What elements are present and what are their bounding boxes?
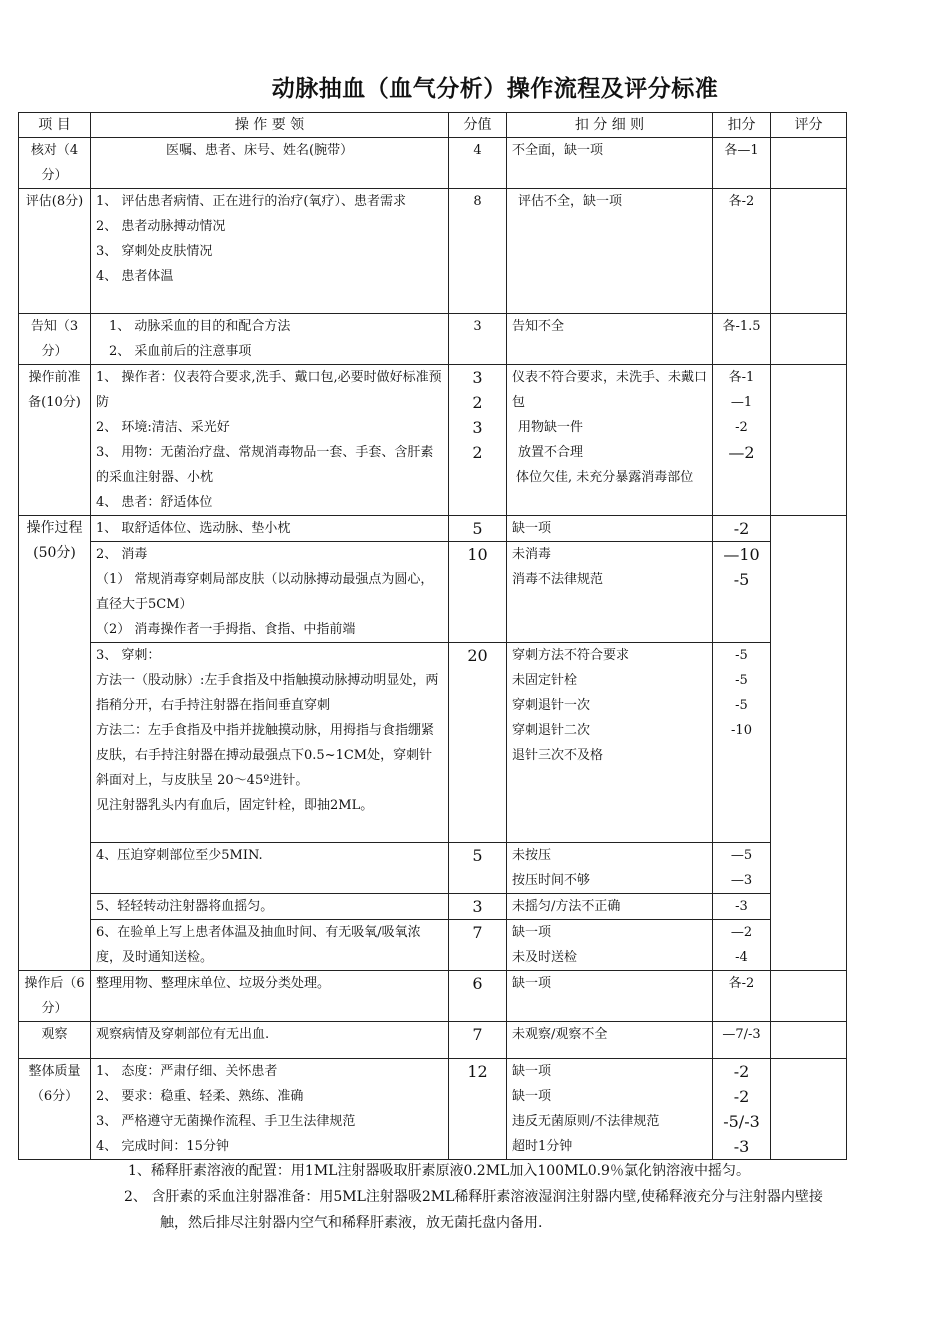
row-grade <box>771 971 847 1022</box>
table-header-row <box>19 113 847 138</box>
row-requirements: 1、 取舒适体位、选动脉、垫小枕 <box>91 516 449 542</box>
row-grade <box>771 516 847 971</box>
row-requirements: 医嘱、患者、床号、姓名(腕带） <box>91 138 449 189</box>
row-item: 核对（4分） <box>19 138 91 189</box>
row-deduct: —2 -4 <box>713 920 771 971</box>
table-row <box>19 516 847 542</box>
scoring-table <box>18 112 847 1160</box>
row-grade <box>771 365 847 516</box>
table-row <box>19 138 847 189</box>
row-item: 操作后（6分） <box>19 971 91 1022</box>
row-rule: 未观察/观察不全 <box>507 1022 713 1059</box>
row-item: 整体质量（6分） <box>19 1059 91 1160</box>
header-requirements: 操 作 要 领 <box>91 113 449 138</box>
row-deduct: -2 <box>713 516 771 542</box>
page-title: 动脉抽血（血气分析）操作流程及评分标准 <box>271 76 719 102</box>
header-score: 分值 <box>449 113 507 138</box>
row-deduct: 各-1.5 <box>713 314 771 365</box>
row-item: 操作前准备(10分) <box>19 365 91 516</box>
row-score: 3 <box>449 894 507 920</box>
row-deduct: —7/-3 <box>713 1022 771 1059</box>
row-requirements: 1、 动脉采血的目的和配合方法 2、 采血前后的注意事项 <box>91 314 449 365</box>
row-rule: 告知不全 <box>507 314 713 365</box>
row-grade <box>771 189 847 314</box>
row-score: 7 <box>449 1022 507 1059</box>
table-row <box>19 1022 847 1059</box>
row-score: 10 <box>449 542 507 643</box>
row-score: 12 <box>449 1059 507 1160</box>
row-requirements: 1、 评估患者病情、正在进行的治疗(氧疗）、患者需求 2、 患者动脉搏动情况 3、 穿刺处皮肤情况 4、 患者体温 <box>91 189 449 314</box>
header-deduction: 扣分 <box>713 113 771 138</box>
row-requirements: 观察病情及穿刺部位有无出血. <box>91 1022 449 1059</box>
row-grade <box>771 314 847 365</box>
row-item: 告知（3分） <box>19 314 91 365</box>
row-score: 7 <box>449 920 507 971</box>
row-rule: 穿刺方法不符合要求 未固定针栓 穿刺退针一次 穿刺退针二次 退针三次不及格 <box>507 643 713 843</box>
row-deduct: 各—1 <box>713 138 771 189</box>
row-deduct: 各-1 —1 -2 —2 <box>713 365 771 516</box>
table-row <box>19 643 847 843</box>
header-deduction-rules: 扣 分 细 则 <box>507 113 713 138</box>
row-deduct: 各-2 <box>713 189 771 314</box>
row-rule: 未按压 按压时间不够 <box>507 843 713 894</box>
row-deduct: -5 -5 -5 -10 <box>713 643 771 843</box>
row-deduct: —5 —3 <box>713 843 771 894</box>
table-row <box>19 314 847 365</box>
row-item: 操作过程(50分) <box>19 516 91 971</box>
row-score: 8 <box>449 189 507 314</box>
row-score: 6 <box>449 971 507 1022</box>
row-score: 5 <box>449 843 507 894</box>
table-row <box>19 189 847 314</box>
row-requirements: 整理用物、整理床单位、垃圾分类处理。 <box>91 971 449 1022</box>
row-requirements: 1、 操作者：仪表符合要求,洗手、戴口包,必要时做好标准预防 2、 环境:清洁、采光好 3、 用物：无菌治疗盘、常规消毒物品一套、手套、含肝素的采血注射器、小枕 4、 患者：舒适体位 <box>91 365 449 516</box>
row-requirements: 4、压迫穿刺部位至少5MIN. <box>91 843 449 894</box>
row-rule: 缺一项 <box>507 516 713 542</box>
row-grade <box>771 1022 847 1059</box>
table-row <box>19 365 847 516</box>
table-row <box>19 971 847 1022</box>
table-row <box>19 894 847 920</box>
row-deduct: 各-2 <box>713 971 771 1022</box>
row-item: 观察 <box>19 1022 91 1059</box>
table-row <box>19 920 847 971</box>
table-row <box>19 1059 847 1160</box>
row-rule: 仪表不符合要求，未洗手、未戴口包 用物缺一件 放置不合理 体位欠佳, 未充分暴露消毒部位 <box>507 365 713 516</box>
row-requirements: 6、在验单上写上患者体温及抽血时间、有无吸氧/吸氧浓度，及时通知送检。 <box>91 920 449 971</box>
header-grade: 评分 <box>771 113 847 138</box>
row-rule: 未消毒 消毒不法律规范 <box>507 542 713 643</box>
row-score: 3 2 3 2 <box>449 365 507 516</box>
row-requirements: 5、轻轻转动注射器将血摇匀。 <box>91 894 449 920</box>
row-rule: 评估不全，缺一项 <box>507 189 713 314</box>
footnotes <box>112 1158 842 1236</box>
row-rule: 缺一项 缺一项 违反无菌原则/不法律规范 超时1分钟 <box>507 1059 713 1160</box>
table-row <box>19 542 847 643</box>
row-deduct: —10 -5 <box>713 542 771 643</box>
footnote-2: 2、 含肝素的采血注射器准备：用5ML注射器吸2ML稀释肝素溶液湿润注射器内壁,使稀释液充分与注射器内壁接触，然后排尽注射器内空气和稀释肝素液，放无菌托盘内备用. <box>124 1189 823 1231</box>
table-row <box>19 843 847 894</box>
row-deduct: -3 <box>713 894 771 920</box>
footnote-1: 1、稀释肝素溶液的配置：用1ML注射器吸取肝素原液0.2ML加入100ML0.9％氯化钠溶液中摇匀。 <box>128 1163 750 1179</box>
row-rule: 缺一项 未及时送检 <box>507 920 713 971</box>
row-score: 5 <box>449 516 507 542</box>
row-deduct: -2 -2 -5/-3 -3 <box>713 1059 771 1160</box>
row-requirements: 2、 消毒 （1） 常规消毒穿刺局部皮肤（以动脉搏动最强点为圆心，直径大于5CM） （2） 消毒操作者一手拇指、食指、中指前端 <box>91 542 449 643</box>
row-requirements: 1、 态度：严肃仔细、关怀患者 2、 要求：稳重、轻柔、熟练、准确 3、 严格遵守无菌操作流程、手卫生法律规范 4、 完成时间：15分钟 <box>91 1059 449 1160</box>
row-score: 3 <box>449 314 507 365</box>
row-requirements: 3、 穿刺： 方法一（股动脉）:左手食指及中指触摸动脉搏动明显处，两指稍分开，右手持注射器在指间垂直穿刺 方法二：左手食指及中指并拢触摸动脉，用拇指与食指绷紧皮肤，右手持注射器在搏动最强点下0.5~1CM处，穿刺针斜面对上，与皮肤呈 20～45º进针。 见注射器乳头内有血后，固定针栓，即抽2ML。 <box>91 643 449 843</box>
row-item: 评估(8分) <box>19 189 91 314</box>
header-item: 项 目 <box>19 113 91 138</box>
row-rule: 不全面，缺一项 <box>507 138 713 189</box>
row-grade <box>771 1059 847 1160</box>
row-grade <box>771 138 847 189</box>
row-score: 4 <box>449 138 507 189</box>
row-rule: 未摇匀/方法不正确 <box>507 894 713 920</box>
row-score: 20 <box>449 643 507 843</box>
row-rule: 缺一项 <box>507 971 713 1022</box>
